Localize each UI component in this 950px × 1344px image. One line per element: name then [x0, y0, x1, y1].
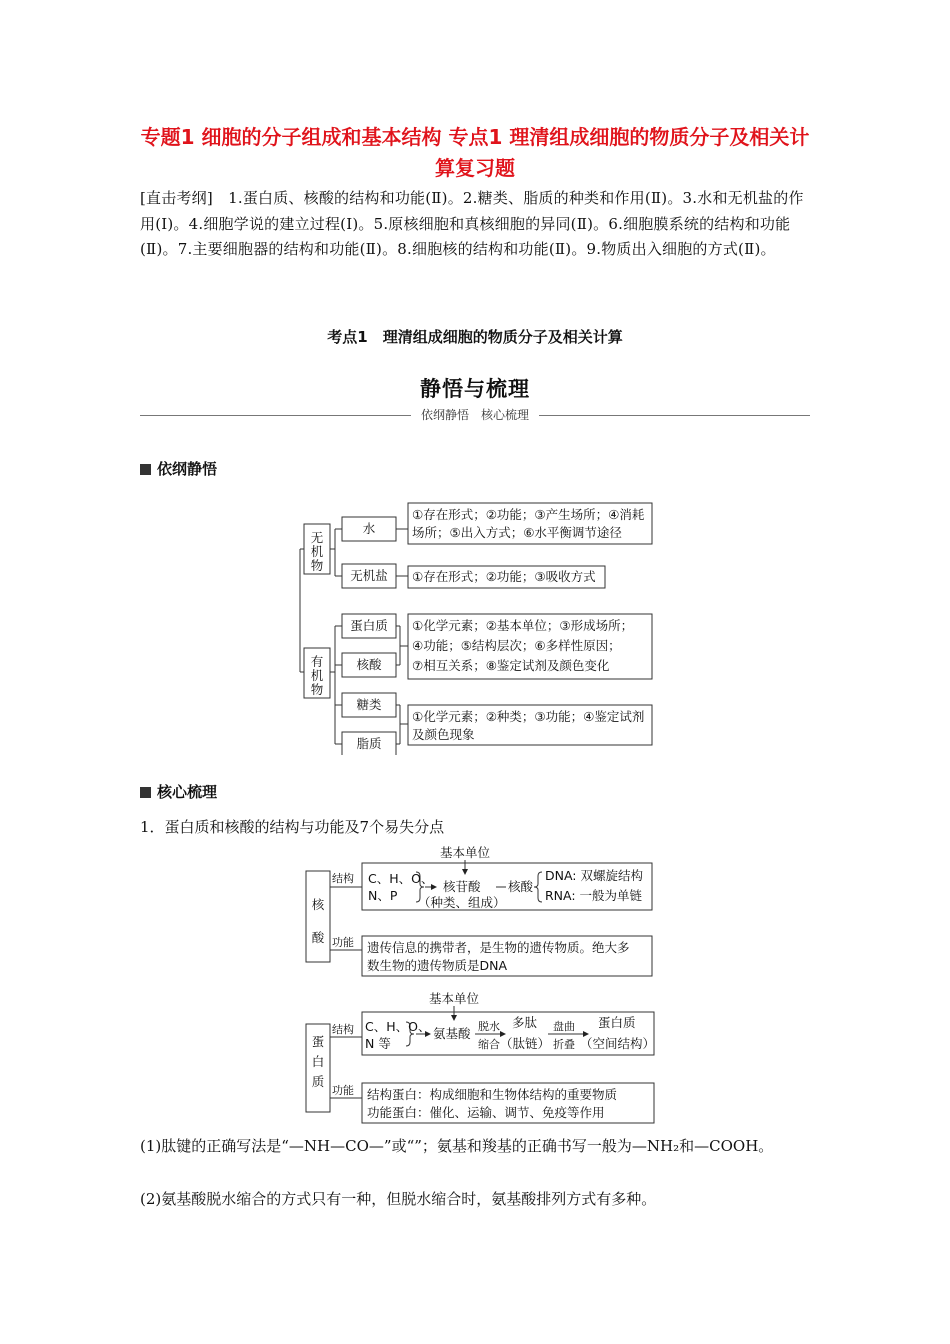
nucleic-label: 核酸 — [356, 657, 382, 672]
salt-info: ①存在形式；②功能；③吸收方式 — [412, 569, 596, 584]
nucleic-acid-label: 核酸 — [508, 879, 534, 894]
note-2: (2)氨基酸脱水缩合的方式只有一种，但脱水缩合时，氨基酸排列方式有多种。 — [140, 1190, 657, 1208]
elements-line-2: N、P — [368, 888, 398, 903]
nucleic-char-2: 酸 — [311, 930, 325, 945]
nucleic-acid-diagram — [300, 842, 660, 982]
square-bullet-icon — [140, 787, 151, 798]
document-title: 专题1 细胞的分子组成和基本结构 专点1 理清组成细胞的物质分子及相关计算复习题 — [140, 125, 810, 180]
inorganic-char-2: 机 — [310, 544, 324, 559]
elements-line-1: C、H、O、 — [368, 871, 434, 886]
protein-function-line-1: 结构蛋白：构成细胞和生物体结构的重要物质 — [367, 1087, 618, 1102]
structure-label: 结构 — [332, 1023, 354, 1036]
pn-info-line-2: ④功能；⑤结构层次；⑥多样性原因； — [412, 638, 621, 653]
protein-function-line-2: 功能蛋白：催化、运输、调节、免疫等作用 — [367, 1105, 605, 1120]
note-1: (1)肽键的正确写法是“—NH—CO—”或“”；氨基和羧基的正确书写一般为—NH₂和—COOH。 — [140, 1137, 774, 1155]
section-heading-1: 依纲静悟 — [140, 458, 217, 479]
function-label: 功能 — [332, 1084, 354, 1097]
elements-line-2: N 等 — [365, 1036, 391, 1051]
inorganic-char-1: 无 — [310, 530, 324, 545]
salt-label: 无机盐 — [350, 568, 388, 583]
protein-char-1: 蛋 — [311, 1034, 325, 1049]
pn-info-line-3: ⑦相互关系；⑧鉴定试剂及颜色变化 — [412, 658, 610, 673]
folding-label: 折叠 — [553, 1038, 575, 1051]
protein-char-3: 质 — [311, 1074, 325, 1089]
protein-label: 蛋白质 — [350, 618, 388, 633]
inorganic-char-3: 物 — [310, 558, 324, 573]
basic-unit-label: 基本单位 — [439, 845, 491, 860]
nucleic-function-line-1: 遗传信息的携带者，是生物的遗传物质。绝大多 — [367, 940, 630, 955]
banner-title: 静悟与梳理 — [420, 377, 530, 401]
sugar-label: 糖类 — [356, 697, 382, 712]
water-label: 水 — [362, 521, 376, 536]
pn-info-line-1: ①化学元素；②基本单位；③形成场所； — [412, 618, 634, 633]
dna-label: DNA: 双螺旋结构 — [545, 868, 643, 883]
dehydration-label: 脱水 — [478, 1020, 500, 1033]
sl-info-line-2: 及颜色现象 — [412, 727, 475, 742]
nucleotide-subtitle: （种类、组成） — [418, 895, 506, 910]
polypeptide-label: 多肽 — [512, 1015, 538, 1030]
nucleic-function-line-2: 数生物的遗传物质是DNA — [367, 958, 508, 973]
concept-map-diagram — [290, 490, 670, 755]
coiling-label: 盘曲 — [553, 1020, 575, 1033]
condensation-label: 缩合 — [478, 1038, 500, 1051]
protein-char-2: 白 — [311, 1054, 325, 1069]
sl-info-line-1: ①化学元素；②种类；③功能；④鉴定试剂 — [412, 709, 645, 724]
section-heading-2: 核心梳理 — [140, 781, 217, 802]
rna-label: RNA: 一般为单链 — [545, 888, 643, 903]
intro-paragraph: [直击考纲] 1.蛋白质、核酸的结构和功能(Ⅱ)。2.糖类、脂质的种类和作用(Ⅱ)。3.水和无机盐的作用(Ⅰ)。4.细胞学说的建立过程(Ⅰ)。5.原核细胞和真核细胞的异同(Ⅱ)。6.细胞膜系统的结构和功能(Ⅱ)。7.主要细胞器的结构和功能(Ⅱ)。8.细胞核的结构和功能(Ⅱ)。9.物质出入细胞的方式(Ⅱ)。 — [140, 189, 804, 258]
function-label: 功能 — [332, 936, 354, 949]
water-info-line-1: ①存在形式；②功能；③产生场所；④消耗 — [412, 507, 645, 522]
protein-end-label: 蛋白质 — [598, 1015, 636, 1030]
elements-line-1: C、H、O、 — [365, 1019, 431, 1034]
organic-char-1: 有 — [310, 654, 324, 669]
kaodian-heading: 考点1 理清组成细胞的物质分子及相关计算 — [327, 328, 623, 346]
organic-char-2: 机 — [310, 668, 324, 683]
lipid-label: 脂质 — [356, 736, 382, 751]
polypeptide-subtitle: （肽链） — [500, 1036, 551, 1051]
structure-label: 结构 — [332, 872, 354, 885]
item-1-heading: 1．蛋白质和核酸的结构与功能及7个易失分点 — [140, 818, 445, 836]
banner-subtitle: 依纲静悟 核心梳理 — [140, 406, 810, 423]
organic-char-3: 物 — [310, 682, 324, 697]
square-bullet-icon — [140, 464, 151, 475]
nucleic-char-1: 核 — [311, 897, 325, 912]
protein-end-subtitle: （空间结构） — [580, 1036, 656, 1051]
amino-acid-label: 氨基酸 — [433, 1026, 471, 1041]
basic-unit-label: 基本单位 — [428, 991, 480, 1006]
nucleotide-label: 核苷酸 — [443, 879, 481, 894]
protein-diagram — [300, 988, 660, 1128]
water-info-line-2: 场所；⑤出入方式；⑥水平衡调节途径 — [412, 525, 622, 540]
